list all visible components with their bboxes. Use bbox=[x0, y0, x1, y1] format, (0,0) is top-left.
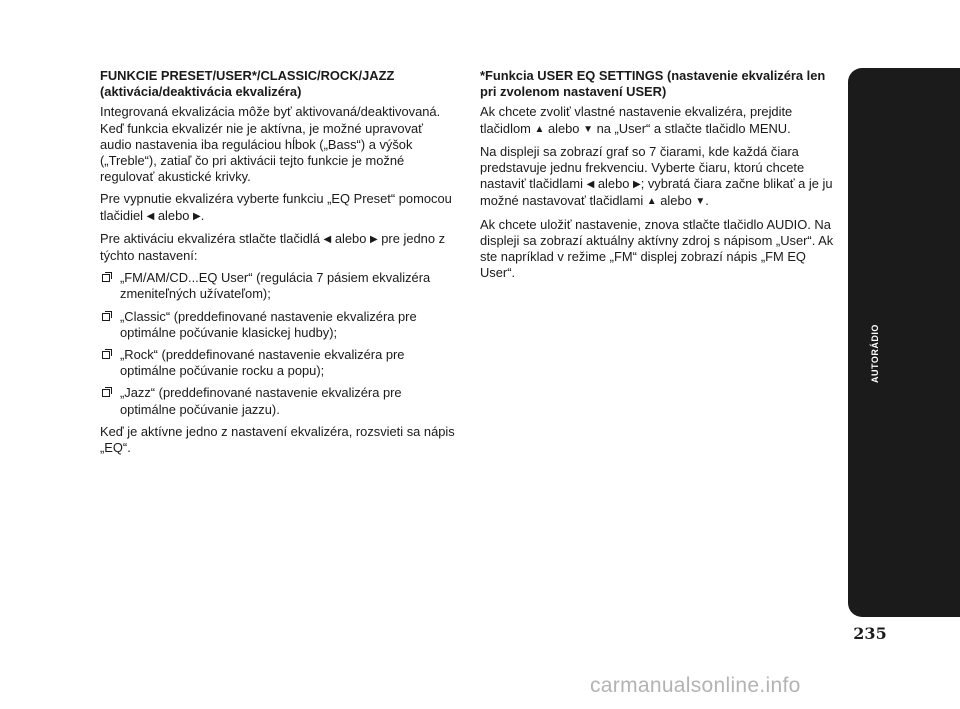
arrow-down-icon: ▼ bbox=[583, 123, 593, 135]
arrow-left-icon: ◀ bbox=[586, 179, 595, 191]
side-tab-label: AUTORÁDIO bbox=[870, 324, 880, 383]
paragraph-user-select: Ak chcete zvoliť vlastné nastavenie ekvalizéra, prejdite tlačidlom ▲ alebo ▼ na „User“ a stlačte tlačidlo MENU. bbox=[480, 104, 836, 137]
list-item: „Rock“ (preddefinované nastavenie ekvalizéra pre optimálne počúvanie rocku a popu); bbox=[100, 347, 456, 379]
arrow-left-icon: ◀ bbox=[323, 233, 332, 245]
paragraph-intro: Integrovaná ekvalizácia môže byť aktivovaná/deaktivovaná. Keď funkcia ekvalizér nie je aktívna, je možné upravovať audio nastavenia iba reguláciou hĺbok („Bass“) a výšok („Treble“), zatiaľ čo pri aktivácii tejto funkcie je možné regulovať akustické krivky. bbox=[100, 104, 441, 185]
section-heading-equalizer: FUNKCIE PRESET/USER*/CLASSIC/ROCK/JAZZ (aktivácia/deaktivácia ekvalizéra) bbox=[100, 68, 395, 100]
arrow-up-icon: ▲ bbox=[534, 123, 545, 135]
paragraph-disable: Pre vypnutie ekvalizéra vyberte funkciu „EQ Preset“ pomocou tlačidiel ◀ alebo ▶. bbox=[100, 191, 456, 224]
list-item: „Classic“ (preddefinované nastavenie ekvalizéra pre optimálne počúvanie klasickej hudby); bbox=[100, 309, 456, 341]
watermark: carmanualsonline.info bbox=[590, 674, 801, 697]
page-number: 235 bbox=[853, 624, 887, 643]
checkbox-bullet-icon bbox=[102, 351, 110, 359]
arrow-left-icon: ◀ bbox=[146, 210, 155, 222]
paragraph-graph: Na displeji sa zobrazí graf so 7 čiarami, kde každá čiara predstavuje jednu frekvenciu. Vyberte čiaru, ktorú chcete nastaviť tlačidlami ◀ alebo ▶; vybratá čiara začne blikať a je ju možné nastavovať tlačidlami ▲ alebo ▼. bbox=[480, 144, 836, 211]
list-item: „FM/AM/CD...EQ User“ (regulácia 7 pásiem ekvalizéra zmeniteľných užívateľom); bbox=[100, 270, 456, 302]
paragraph-save: Ak chcete uložiť nastavenie, znova stlačte tlačidlo AUDIO. Na displeji sa zobrazí aktuálny aktívny zdroj s nápisom „User“. Ak ste napríklad v režime „FM“ displej zobrazí nápis „FM EQ User“. bbox=[480, 216, 834, 281]
side-chapter-tab bbox=[848, 68, 960, 617]
arrow-right-icon: ▶ bbox=[369, 233, 378, 245]
left-column bbox=[100, 68, 456, 462]
checkbox-bullet-icon bbox=[102, 389, 110, 397]
checkbox-bullet-icon bbox=[102, 313, 110, 321]
arrow-down-icon: ▼ bbox=[695, 196, 706, 208]
paragraph-eq-indicator: Keď je aktívne jedno z nastavení ekvalizéra, rozsvieti sa nápis „EQ“. bbox=[100, 423, 455, 456]
arrow-right-icon: ▶ bbox=[193, 210, 201, 222]
right-column bbox=[480, 68, 836, 287]
arrow-right-icon: ▶ bbox=[633, 179, 641, 191]
checkbox-bullet-icon bbox=[102, 274, 110, 282]
list-item: „Jazz“ (preddefinované nastavenie ekvalizéra pre optimálne počúvanie jazzu). bbox=[100, 385, 456, 417]
paragraph-enable: Pre aktiváciu ekvalizéra stlačte tlačidlá ◀ alebo ▶ pre jedno z týchto nastavení: bbox=[100, 230, 446, 264]
section-heading-user-eq: *Funkcia USER EQ SETTINGS (nastavenie ekvalizéra len pri zvolenom nastavení USER) bbox=[480, 68, 826, 100]
arrow-up-icon: ▲ bbox=[646, 196, 657, 208]
